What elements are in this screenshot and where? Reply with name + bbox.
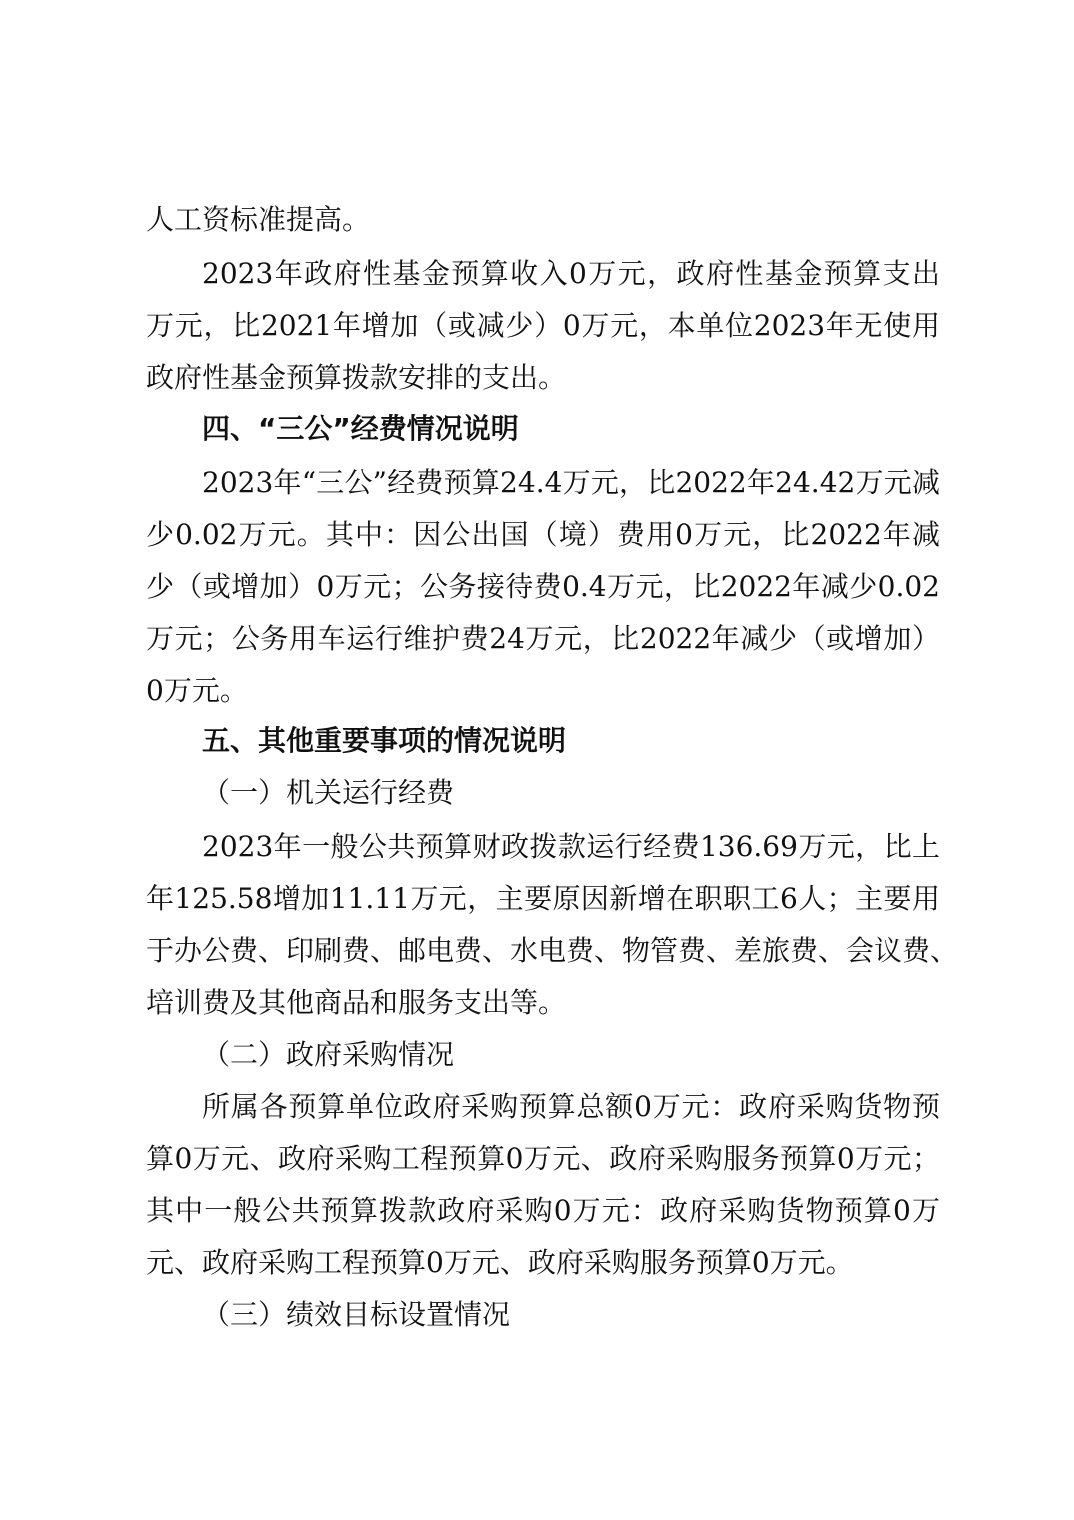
paragraph-line: 人工资标准提高。 [146, 203, 371, 236]
paragraph-line: 少0.02万元。其中：因公出国（境）费用0万元，比2022年减 [146, 518, 940, 551]
paragraph-line: 政府性基金预算拨款安排的支出。 [146, 361, 567, 394]
paragraph-line: 0万元。 [146, 674, 248, 707]
paragraph-line: 万元，比2021年增加（或减少）0万元，本单位2023年无使用 [146, 309, 940, 342]
paragraph-line: 元、政府采购工程预算0万元、政府采购服务预算0万元。 [146, 1246, 854, 1279]
paragraph-line: 少（或增加）0万元；公务接待费0.4万元，比2022年减少0.02 [146, 570, 940, 603]
paragraph-line: 算0万元、政府采购工程预算0万元、政府采购服务预算0万元； [146, 1142, 940, 1175]
subsection-heading: （二）政府采购情况 [202, 1038, 455, 1071]
paragraph-line: 其中一般公共预算拨款政府采购0万元：政府采购货物预算0万 [146, 1194, 940, 1227]
subsection-heading: （三）绩效目标设置情况 [202, 1298, 511, 1331]
paragraph-line: 于办公费、印刷费、邮电费、水电费、物管费、差旅费、会议费、 [146, 934, 959, 967]
paragraph-line: 2023年一般公共预算财政拨款运行经费136.69万元，比上 [202, 830, 940, 863]
paragraph-line: 年125.58增加11.11万元，主要原因新增在职职工6人；主要用 [146, 882, 940, 915]
paragraph-line: 2023年政府性基金预算收入0万元，政府性基金预算支出 [202, 257, 940, 290]
section-heading: 五、其他重要事项的情况说明 [202, 724, 567, 757]
paragraph-line: 所属各预算单位政府采购预算总额0万元：政府采购货物预 [202, 1090, 940, 1123]
paragraph-line: 培训费及其他商品和服务支出等。 [146, 986, 567, 1019]
section-heading: 四、“三公”经费情况说明 [202, 412, 519, 445]
paragraph-line: 万元；公务用车运行维护费24万元，比2022年减少（或增加） [146, 622, 940, 655]
subsection-heading: （一）机关运行经费 [202, 776, 455, 809]
paragraph-line: 2023年“三公”经费预算24.4万元，比2022年24.42万元减 [202, 466, 940, 499]
